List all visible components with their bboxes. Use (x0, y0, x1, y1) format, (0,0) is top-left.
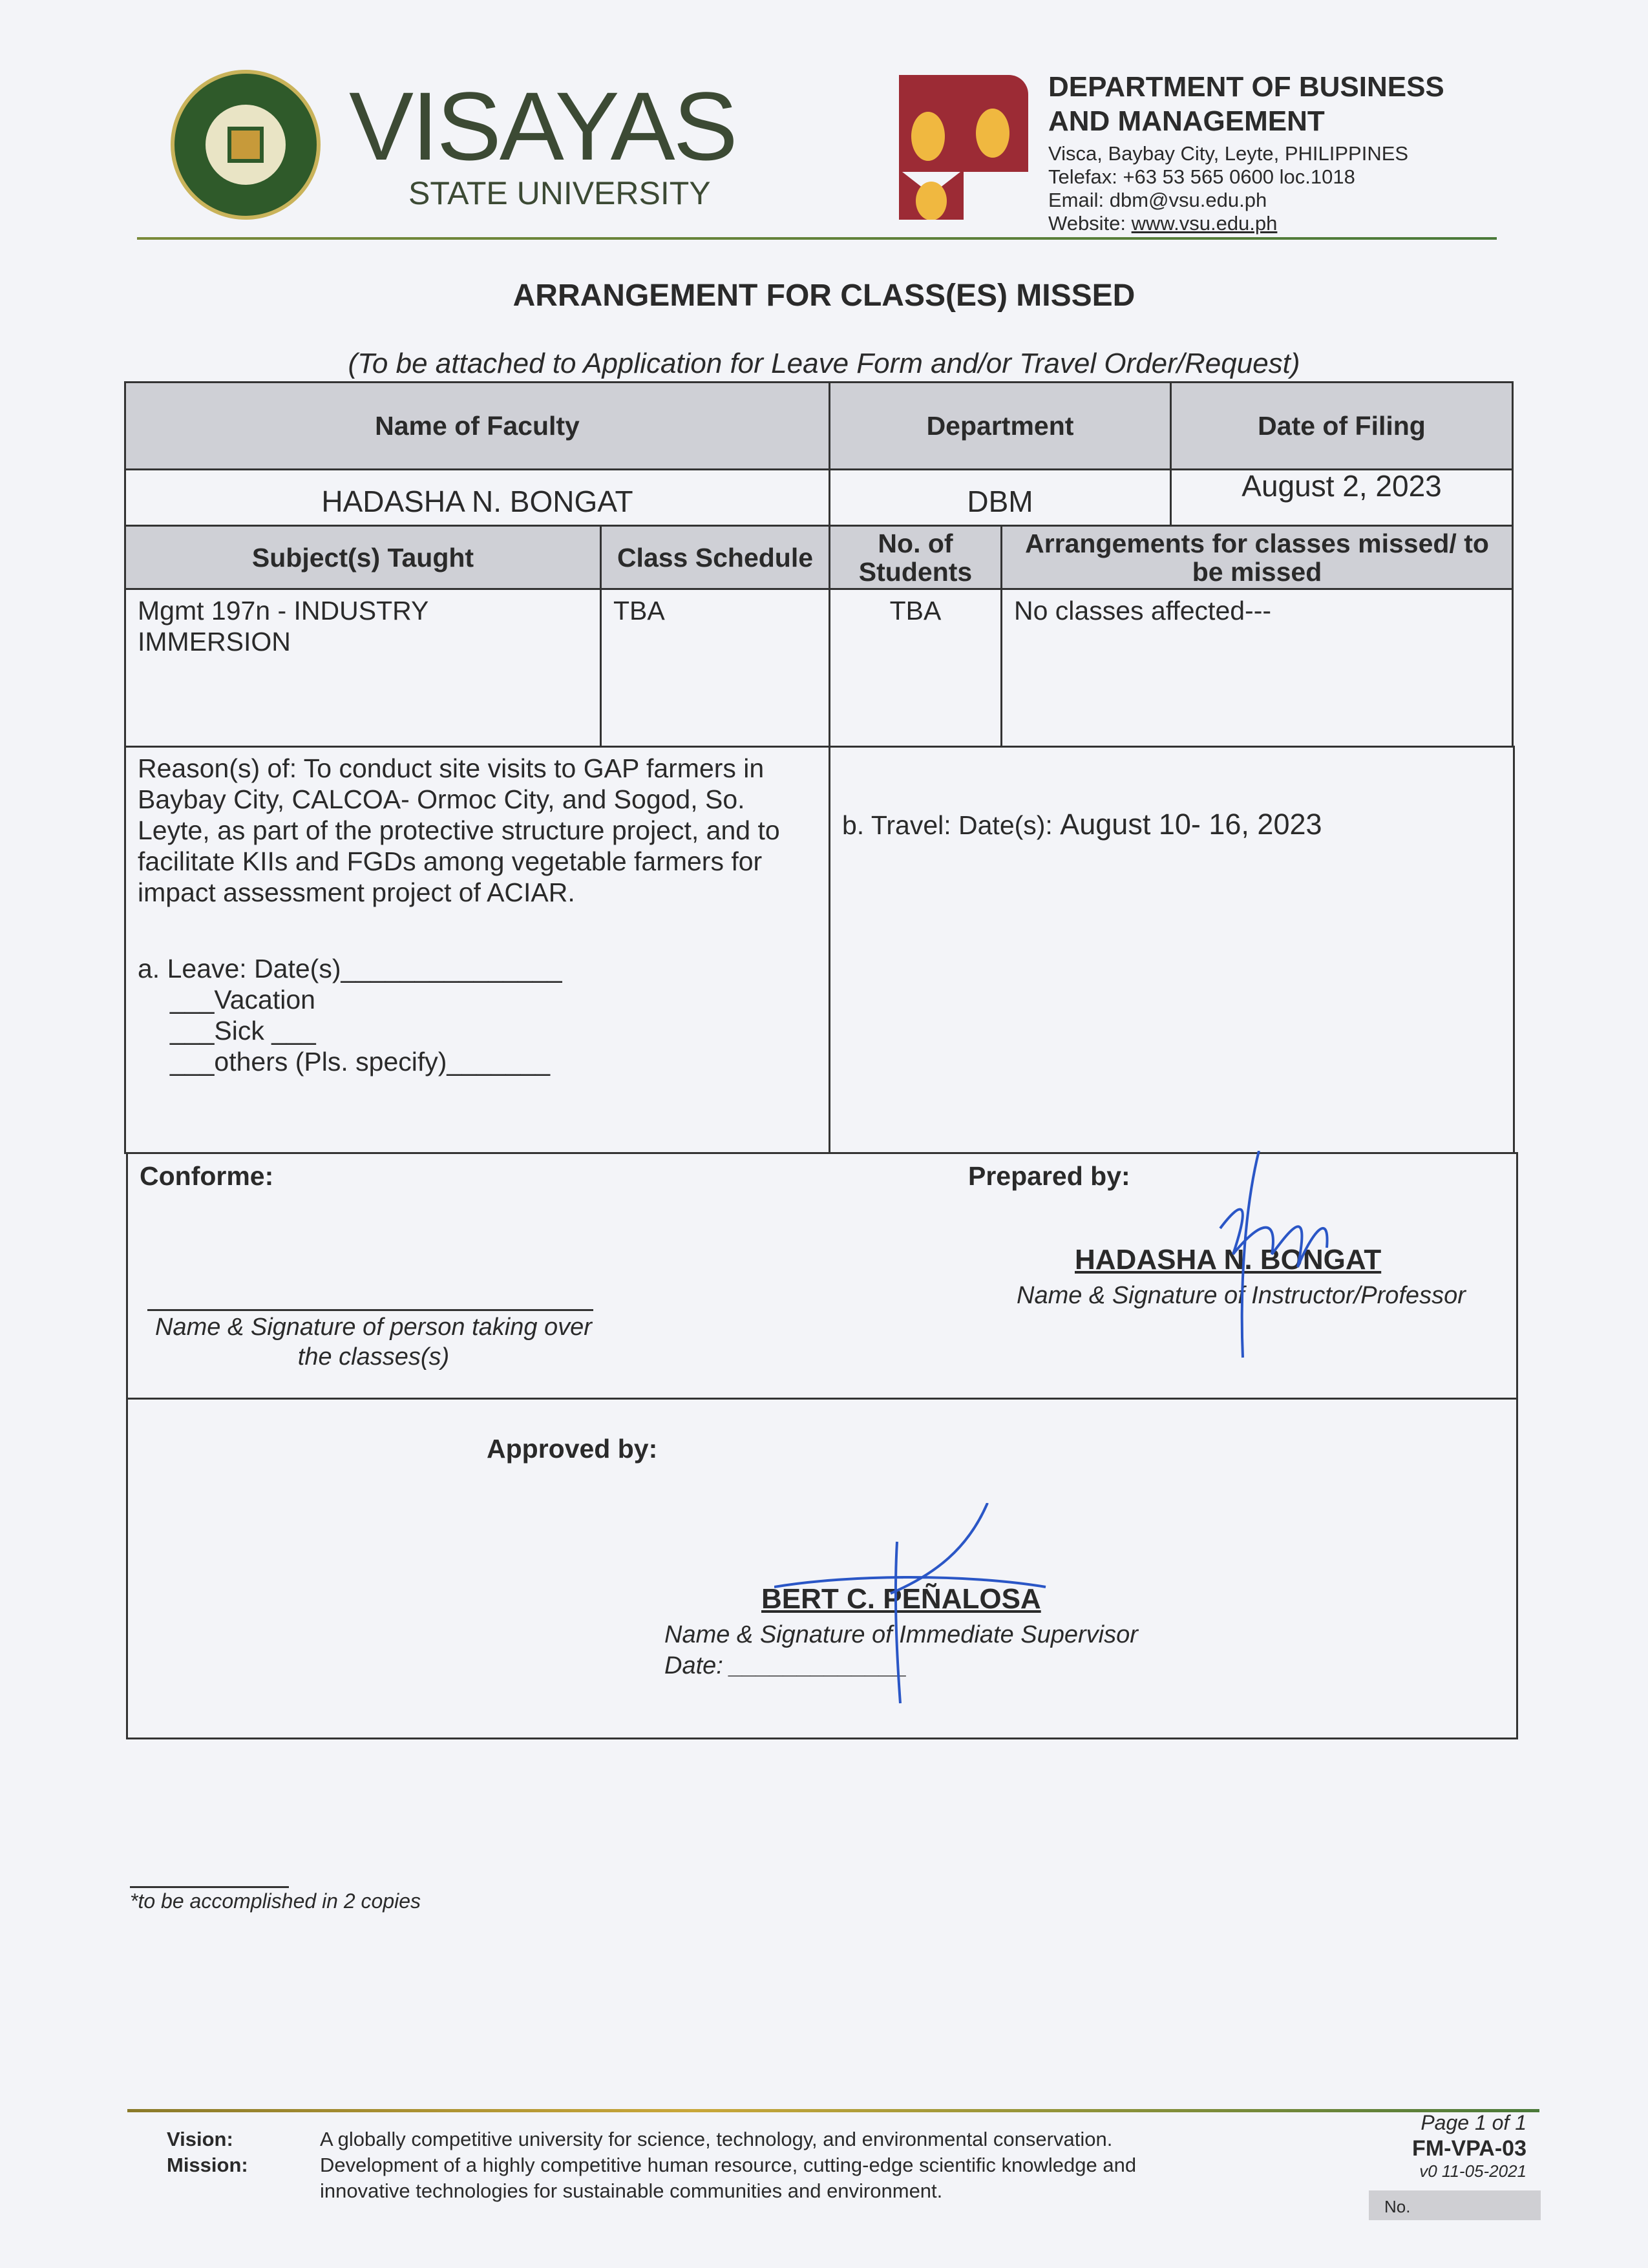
header-divider (137, 237, 1497, 240)
vision-label: Vision: (167, 2128, 233, 2150)
prepared-signature (1181, 1151, 1349, 1364)
prepared-label: Prepared by: (968, 1161, 1130, 1191)
telefax: Telefax: +63 53 565 0600 loc.1018 (1048, 165, 1355, 188)
header-date: Date of Filing (1170, 381, 1514, 470)
email: Email: dbm@vsu.edu.ph (1048, 189, 1267, 211)
vacation-option: ___Vacation (170, 985, 315, 1014)
dept-line1: DEPARTMENT OF BUSINESS (1048, 71, 1444, 103)
form-version: v0 11-05-2021 (1419, 2161, 1527, 2181)
approval-section (126, 1398, 1518, 1739)
subject-value: Mgmt 197n - INDUSTRY IMMERSION (124, 588, 602, 748)
sick-option: ___Sick ___ (170, 1016, 316, 1045)
form-title: ARRANGEMENT FOR CLASS(ES) MISSED (512, 278, 1136, 313)
reason-text: Reason(s) of: To conduct site visits to GAP farmers in Baybay City, CALCOA- Ormoc City, and Sogod, So. Leyte, as part of the protective structure project, and to facilitate KIIs and FGDs among vegetable farmers for impact assessment project of ACIAR. (138, 753, 780, 907)
header-department: Department (829, 381, 1172, 470)
department-name (1048, 70, 1444, 138)
address: Visca, Baybay City, Leyte, PHILIPPINES (1048, 142, 1409, 165)
approved-name: BERT C. PEÑALOSA (761, 1583, 1041, 1615)
website-label: Website: (1048, 212, 1132, 235)
mission-label: Mission: (167, 2154, 248, 2176)
schedule-value: TBA (600, 588, 830, 748)
form-subtitle: (To be attached to Application for Leave Form and/or Travel Order/Request) (348, 348, 1300, 379)
website-link[interactable]: www.vsu.edu.ph (1131, 212, 1278, 235)
page-number: Page 1 of 1 (1421, 2111, 1527, 2134)
form-info (1357, 2110, 1527, 2181)
footnote-line (130, 1886, 289, 1888)
students-value: TBA (829, 588, 1002, 748)
footnote: *to be accomplished in 2 copies (130, 1889, 421, 1913)
conforme-signature-line (147, 1309, 593, 1311)
university-subname: STATE UNIVERSITY (408, 175, 711, 211)
faculty-name: HADASHA N. BONGAT (124, 468, 830, 527)
travel-dates: August 10- 16, 2023 (1060, 808, 1322, 841)
arrangements-value: No classes affected--- (1000, 588, 1514, 748)
university-name: VISAYAS (349, 72, 736, 180)
approved-date: Date: _____________ (664, 1652, 908, 1679)
filing-date: August 2, 2023 (1170, 468, 1514, 527)
mission-text: Development of a highly competitive human resource, cutting-edge scientific knowledge and innovative technologies for sustainable communities and environment. (320, 2154, 1137, 2202)
others-option: ___others (Pls. specify)_______ (170, 1047, 551, 1076)
approved-caption: Name & Signature of Immediate Supervisor (664, 1621, 1138, 1648)
travel-cell (829, 746, 1515, 1154)
prepared-name: HADASHA N. BONGAT (1075, 1244, 1382, 1276)
vision-text: A globally competitive university for science, technology, and environmental conservation. (320, 2128, 1113, 2150)
signatures-section (126, 1152, 1518, 1400)
form-number-box: No. (1369, 2190, 1541, 2220)
travel-label: b. Travel: Date(s): (842, 810, 1061, 840)
conforme-caption: Name & Signature of person taking over the classes(s) (155, 1314, 592, 1370)
prepared-caption: Name & Signature of Instructor/Professor (1017, 1282, 1466, 1309)
header-arrangements: Arrangements for classes missed/ to be missed (1000, 525, 1514, 590)
leave-line: a. Leave: Date(s)_______________ (138, 954, 562, 983)
footer-labels (167, 2126, 248, 2178)
header-subject: Subject(s) Taught (124, 525, 602, 590)
dept-line2: AND MANAGEMENT (1048, 105, 1325, 137)
form-code: FM-VPA-03 (1412, 2136, 1527, 2161)
reason-cell (124, 746, 830, 1154)
contact-info (1048, 142, 1408, 235)
header-students: No. of Students (829, 525, 1002, 590)
conforme-label: Conforme: (140, 1161, 274, 1191)
header-faculty: Name of Faculty (124, 381, 830, 470)
header-schedule: Class Schedule (600, 525, 830, 590)
footer-text (320, 2126, 1205, 2204)
approved-signature (774, 1503, 1065, 1710)
approved-label: Approved by: (487, 1434, 658, 1464)
dbm-logo (899, 75, 1028, 220)
department-value: DBM (829, 468, 1172, 527)
footer-divider (127, 2109, 1539, 2112)
vsu-seal-logo (171, 70, 321, 220)
